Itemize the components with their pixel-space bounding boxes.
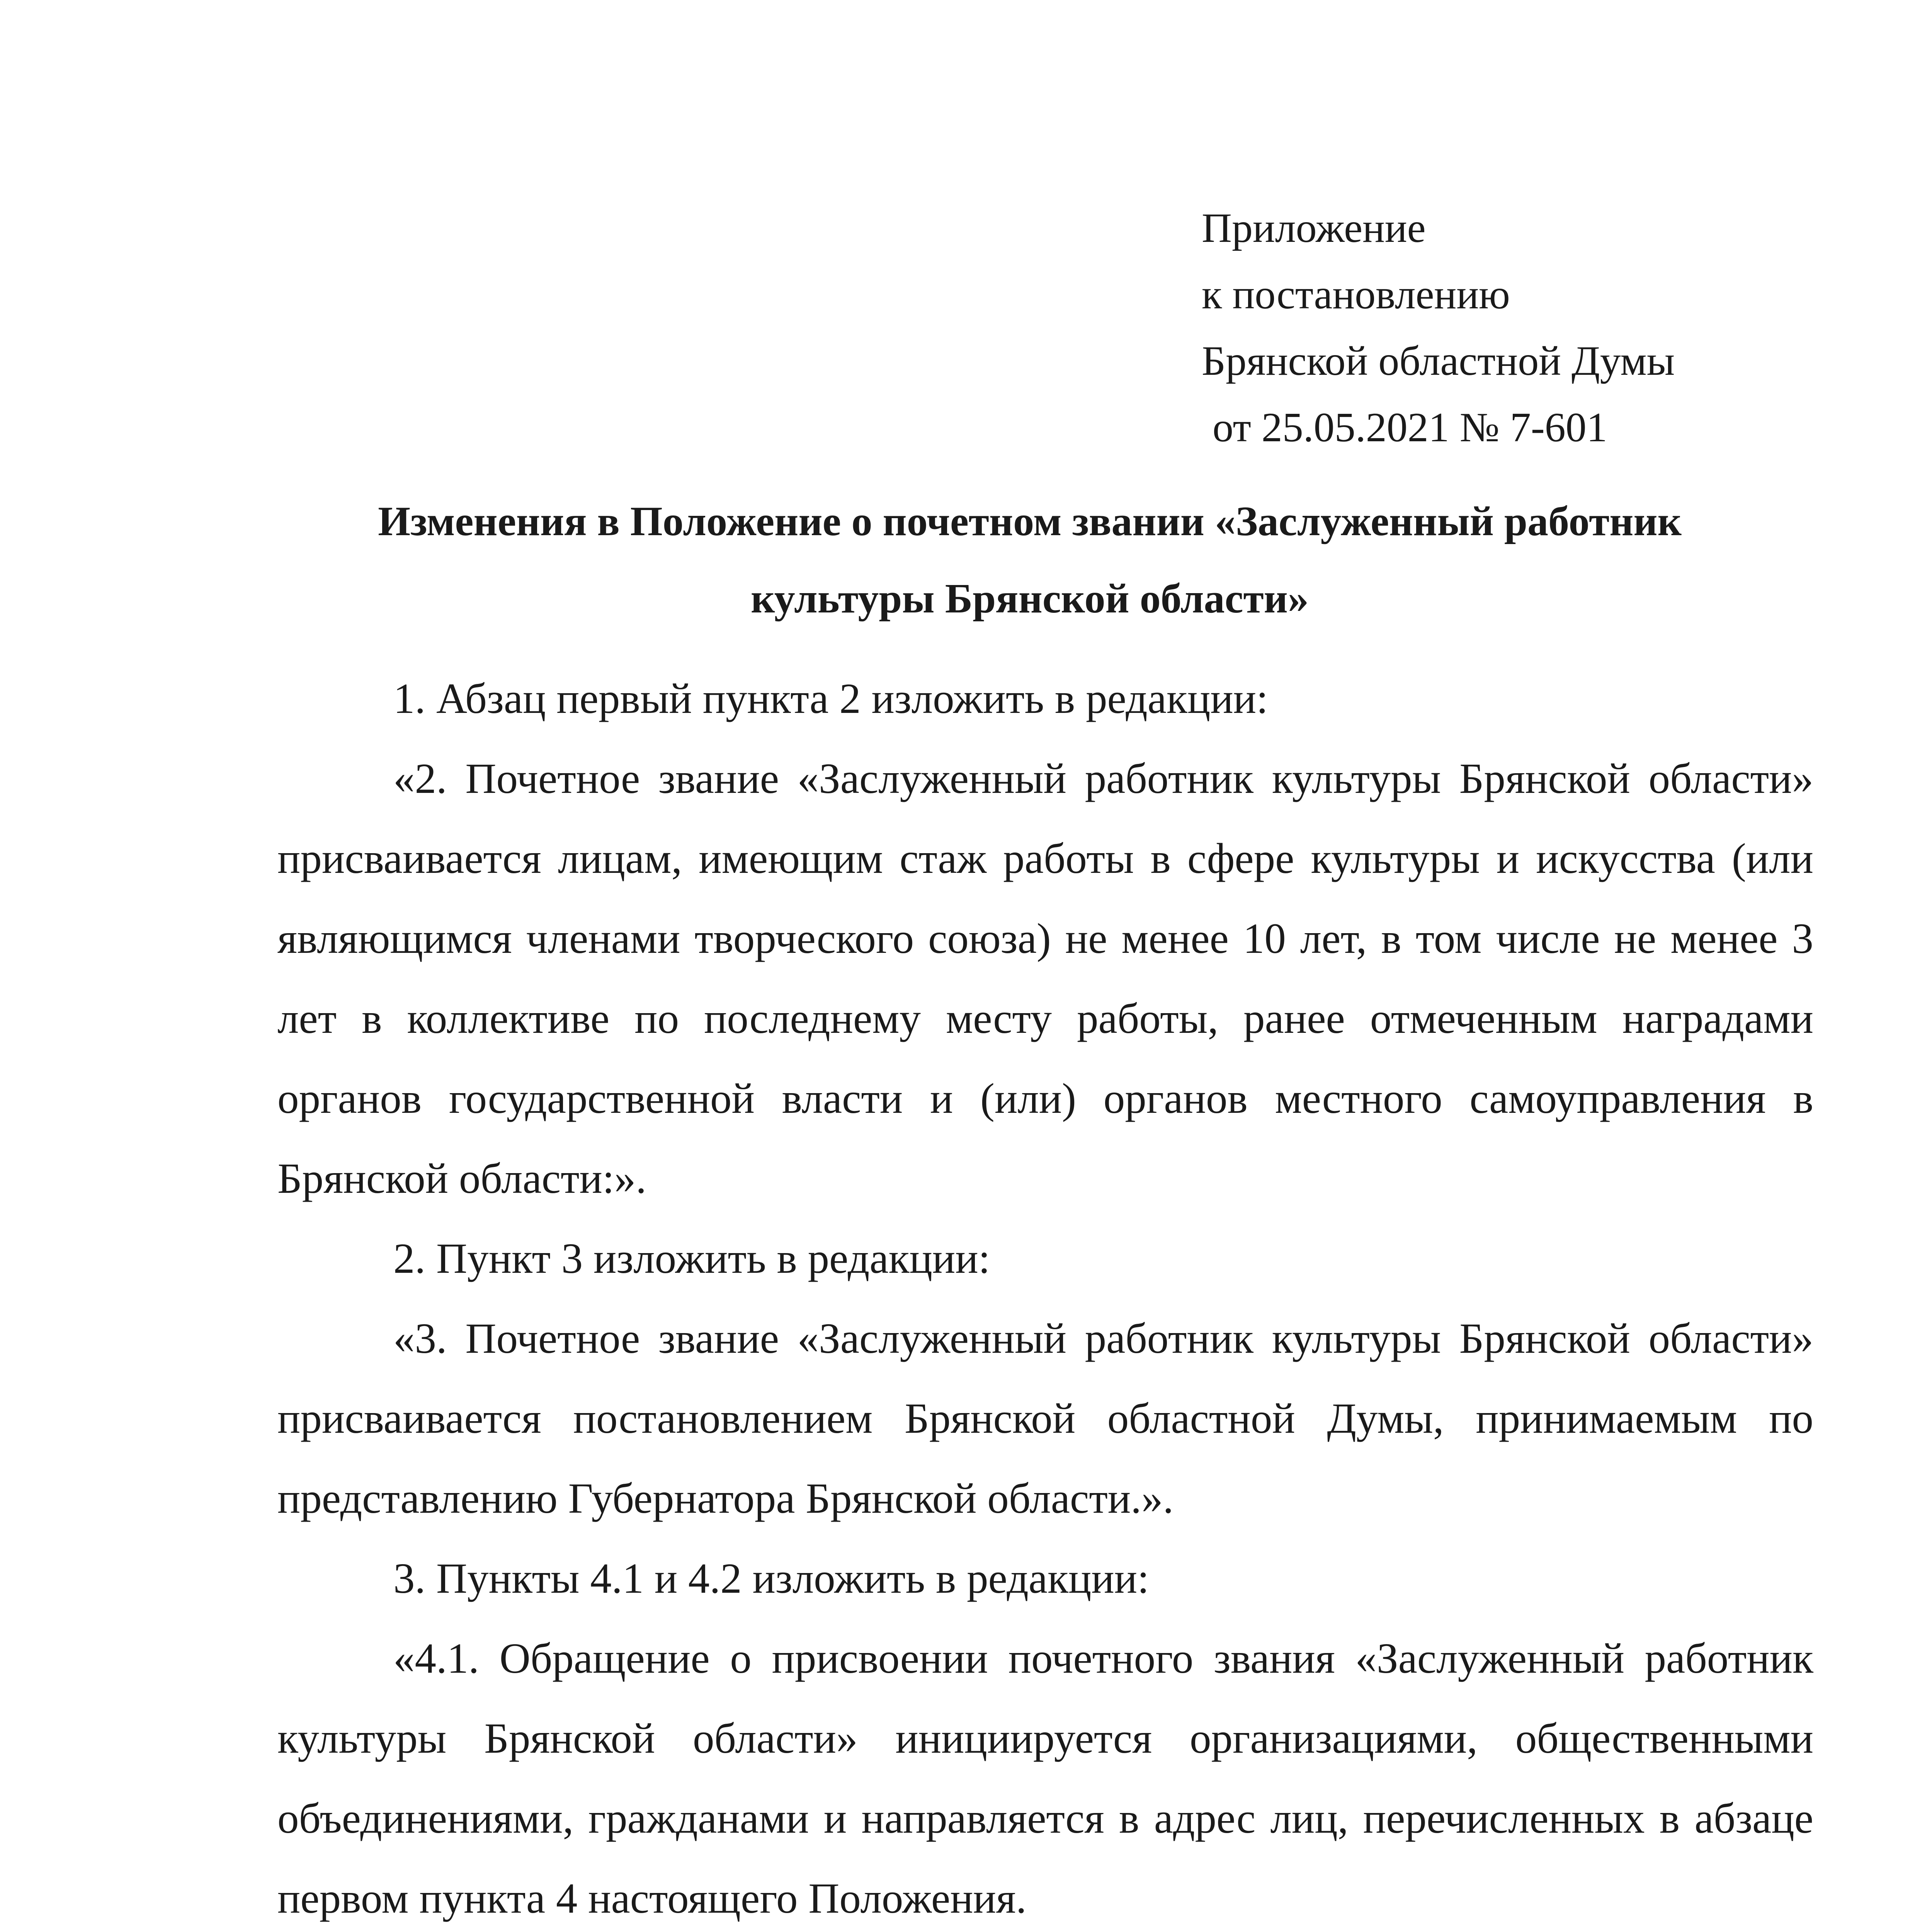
appendix-date-number: от 25.05.2021 № 7-601 [1213,405,1607,451]
paragraph-clause-4-1: «4.1. Обращение о присвоении почетного звания «Заслуженный работник культуры Брянской области» инициируется организациями, общественными объединениями, гражданами и направляется в адрес лиц, перечисленных в абзаце первом пункта 4 настоящего Положения. [277,1635,1813,1922]
document-body [277,659,1813,1932]
appendix-label: Приложение [1202,205,1426,251]
paragraph-clause-2: «2. Почетное звание «Заслуженный работник культуры Брянской области» присваивается лицам, имеющим стаж работы в сфере культуры и искусства (или являющимся членами творческого союза) не менее 10 лет, в том числе не менее 3 лет в коллективе по последнему месту работы, ранее отмеченным наградами органов государственной власти и (или) органов местного самоуправления в Брянской области:». [277,755,1813,1202]
appendix-resolution-ref: к постановлению [1202,272,1510,318]
paragraph-clause-3: «3. Почетное звание «Заслуженный работник культуры Брянской области» присваивается постановлением Брянской областной Думы, принимаемым по представлению Губернатора Брянской области.». [277,1315,1813,1522]
paragraph-item-2: 2. Пункт 3 изложить в редакции: [393,1235,990,1282]
appendix-authority: Брянской областной Думы [1202,338,1675,384]
title-line-2: культуры Брянской области» [751,576,1309,622]
title-line-1: Изменения в Положение о почетном звании «Заслуженный работник [378,498,1682,544]
appendix-header [1202,195,1859,461]
paragraph-item-1: 1. Абзац первый пункта 2 изложить в редакции: [393,675,1269,723]
paragraph-item-3: 3. Пункты 4.1 и 4.2 изложить в редакции: [393,1555,1150,1602]
document-title [270,483,1789,638]
